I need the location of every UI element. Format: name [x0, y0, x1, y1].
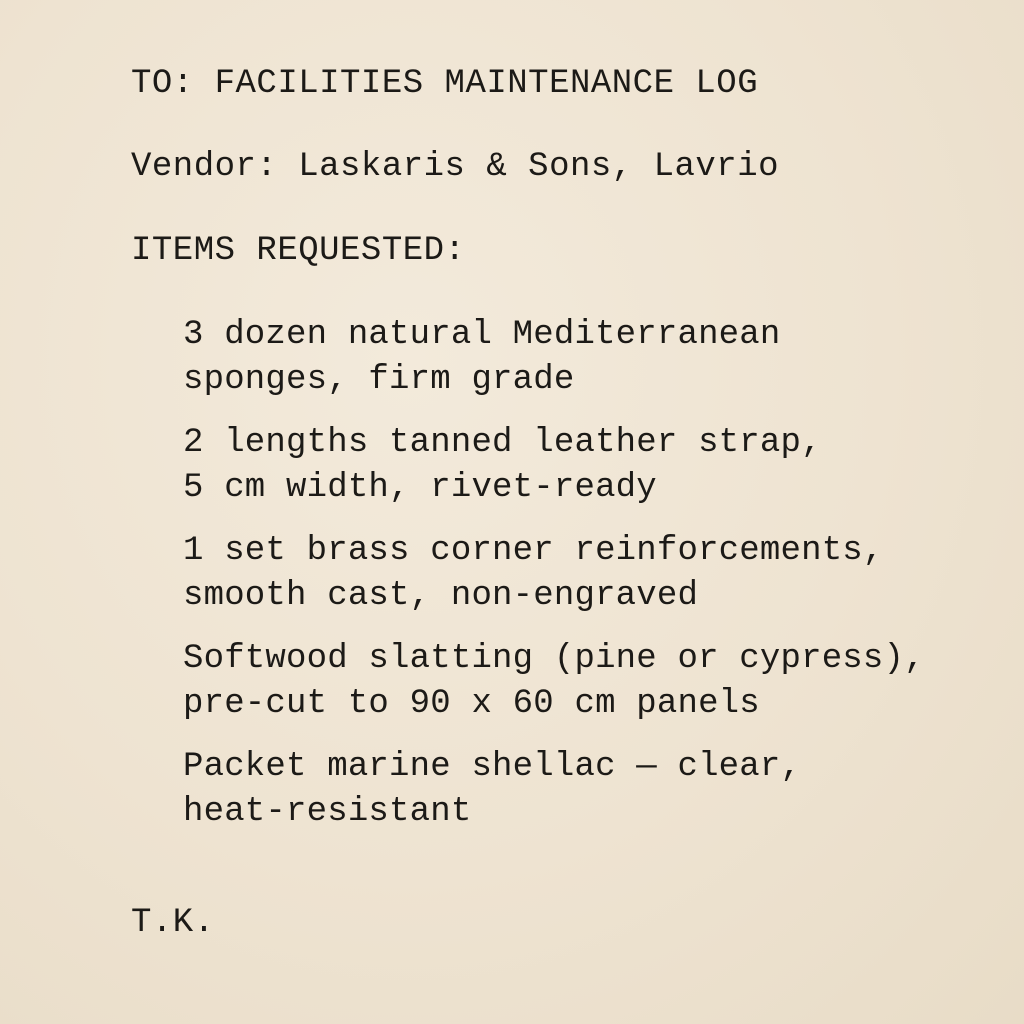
list-item: Softwood slatting (pine or cypress), pre-cut to 90 x 60 cm panels [183, 640, 925, 723]
list-item: 1 set brass corner reinforcements, smooth cast, non-engraved [183, 532, 884, 615]
memo-to-line: TO: FACILITIES MAINTENANCE LOG [131, 65, 759, 103]
items-list [183, 313, 1003, 853]
items-heading: ITEMS REQUESTED: [131, 232, 466, 270]
vendor-line: Vendor: Laskaris & Sons, Lavrio [131, 148, 780, 186]
list-item: 2 lengths tanned leather strap, 5 cm width, rivet-ready [183, 424, 822, 507]
list-item: Packet marine shellac — clear, heat-resistant [183, 748, 802, 831]
signature-initials: T.K. [131, 904, 215, 942]
list-item: 3 dozen natural Mediterranean sponges, firm grade [183, 316, 781, 399]
